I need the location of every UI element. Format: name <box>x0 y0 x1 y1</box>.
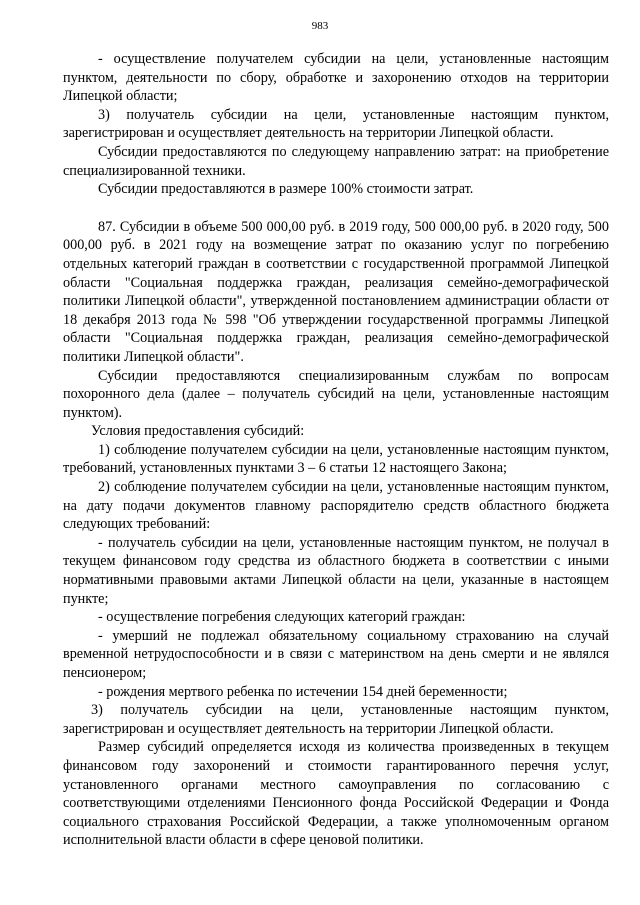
paragraph-deceased-category: - умерший не подлежал обязательному социальному страхованию на случай временной нетрудоспособности и в связи с материнством на день смерти и не являлся пенсионером; <box>63 627 609 681</box>
paragraph-condition-2-item-1: - получатель субсидии на цели, установленные настоящим пунктом, не получал в текущем финансовом году средства из областного бюджета в соответствии с иными нормативными правовыми актами Липецкой области на цели, указанные в настоящем пункте; <box>63 534 609 607</box>
paragraph-stillbirth-category: - рождения мертвого ребенка по истечении 154 дней беременности; <box>98 683 508 700</box>
paragraph-condition-2: 2) соблюдение получателем субсидии на цели, установленные настоящим пунктом, на дату подачи документов главному распорядителю средств областного бюджета следующих требований: <box>63 479 609 533</box>
paragraph-expense-direction: Субсидии предоставляются по следующему направлению затрат: на приобретение специализированной техники. <box>63 143 609 179</box>
paragraph-subsidy-amount: Субсидии предоставляются в размере 100% стоимости затрат. <box>98 181 474 198</box>
paragraph-recipients: Субсидии предоставляются специализированным службам по вопросам похоронного дела (далее – получатель субсидий на цели, установленные настоящим пунктом). <box>63 367 609 421</box>
paragraph-activity: - осуществление получателем субсидии на цели, установленные настоящим пунктом, деятельности по сбору, обработке и захоронению отходов на территории Липецкой области; <box>63 51 609 105</box>
paragraph-condition-3: 3) получатель субсидии на цели, установленные настоящим пунктом, зарегистрирован и осуществляет деятельность на территории Липецкой области. <box>63 702 609 737</box>
section-gap <box>63 199 609 218</box>
paragraph-conditions-heading: Условия предоставления субсидий: <box>91 423 305 440</box>
paragraph-condition-2-item-2: - осуществление погребения следующих категорий граждан: <box>98 609 466 626</box>
document-body <box>63 50 609 850</box>
paragraph-registration: 3) получатель субсидии на цели, установленные настоящим пунктом, зарегистрирован и осуществляет деятельность на территории Липецкой области. <box>63 106 609 142</box>
paragraph-item-87: 87. Субсидии в объеме 500 000,00 руб. в 2019 году, 500 000,00 руб. в 2020 году, 500 000,00 руб. в 2021 году на возмещение затрат по оказанию услуг по погребению отдельных категорий граждан в соответствии с государственной программой Липецкой области "Социальная поддержка граждан, реализация семейно-демографической политики Липецкой области", утвержденной постановлением администрации области от 18 декабря 2013 года № 598 "Об утверждении государственной программы Липецкой области "Социальная поддержка граждан, реализация семейно-демографической политики Липецкой области". <box>63 218 609 365</box>
paragraph-subsidy-size: Размер субсидий определяется исходя из количества произведенных в текущем финансовом году захоронений и стоимости гарантированного перечня услуг, установленного органами местного самоуправления по согласованию с соответствующими отделениями Пенсионного фонда Российской Федерации и Фонда социального страхования Российской Федерации, а также уполномоченным органом исполнительной власти области в сфере ценовой политики. <box>63 739 609 849</box>
paragraph-condition-1: 1) соблюдение получателем субсидии на цели, установленные настоящим пунктом, требований, установленных пунктами 3 – 6 статьи 12 настоящего Закона; <box>63 441 609 477</box>
page-number: 983 <box>311 20 329 32</box>
